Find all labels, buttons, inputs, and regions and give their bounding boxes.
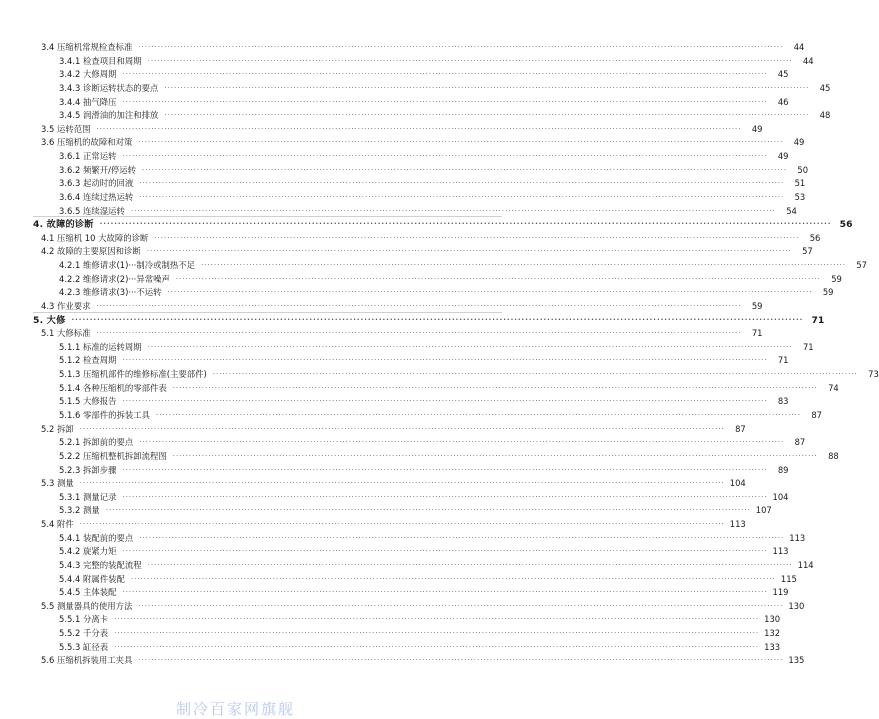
toc-entry-page-number: 57 <box>856 260 867 271</box>
toc-entry[interactable] <box>59 559 814 572</box>
dot-leader: ········································································································································································································ <box>138 43 784 51</box>
dot-leader: ········································································································································································································ <box>122 492 768 501</box>
toc-entry[interactable] <box>41 41 805 54</box>
toc-entry-page-number: 53 <box>794 191 806 202</box>
toc-entry-title: 4. 故障的诊断 <box>33 219 94 231</box>
toc-entry[interactable] <box>41 232 821 245</box>
toc-entry[interactable] <box>59 177 806 190</box>
toc-entry[interactable] <box>59 627 781 640</box>
toc-entry[interactable] <box>41 327 763 340</box>
toc-entry-title: 5.1.1 标准的运转周期 <box>59 341 142 352</box>
toc-entry[interactable] <box>33 314 825 327</box>
chapter-divider <box>33 312 502 313</box>
toc-entry-title: 3.4.4 抽气降压 <box>59 96 117 107</box>
toc-entry[interactable] <box>59 164 809 177</box>
toc-entry-title: 5.2.2 压缩机整机拆卸流程图 <box>59 450 167 461</box>
toc-entry-title: 5.2.3 拆卸步骤 <box>59 464 117 475</box>
toc-entry-title: 5.5.2 千分表 <box>59 628 109 639</box>
dot-leader: ········································································································································································································ <box>99 220 832 229</box>
toc-entry-page-number: 45 <box>777 69 789 80</box>
toc-entry-page-number: 104 <box>772 491 789 502</box>
toc-entry[interactable] <box>41 123 763 136</box>
toc-entry-page-number: 48 <box>819 110 831 121</box>
toc-entry-page-number: 132 <box>764 628 781 639</box>
toc-entry-title: 5.4.2 旋紧力矩 <box>59 546 117 557</box>
toc-entry-title: 5.4 附件 <box>41 519 74 530</box>
dot-leader: ········································································································································································································ <box>105 506 751 515</box>
dot-leader: ········································································································································································································ <box>114 642 760 651</box>
dot-leader: ········································································································································································································ <box>96 329 742 338</box>
toc-entry-title: 4.3 作业要求 <box>41 300 91 311</box>
dot-leader: ········································································································································································································ <box>114 629 760 638</box>
dot-leader: ········································································································································································································ <box>147 560 793 569</box>
toc-entry-page-number: 89 <box>777 464 789 475</box>
toc-entry-title: 3.6.2 频繁开/停运转 <box>59 164 137 175</box>
toc-entry-page-number: 50 <box>797 164 809 175</box>
toc-entry-title: 5.1.5 大修报告 <box>59 396 117 407</box>
dot-leader: ········································································································································································································ <box>122 97 768 106</box>
toc-entry-page-number: 107 <box>755 505 772 516</box>
dot-leader: ········································································································································································································ <box>172 451 818 460</box>
toc-entry-page-number: 87 <box>794 437 806 448</box>
toc-entry[interactable] <box>59 354 789 367</box>
dot-leader: ········································································································································································································ <box>79 520 725 529</box>
toc-entry-page-number: 113 <box>772 546 789 557</box>
toc-entry-page-number: 71 <box>811 314 825 326</box>
dot-leader: ········································································································································································································ <box>147 56 793 65</box>
toc-entry-title: 5. 大修 <box>33 314 66 326</box>
toc-entry[interactable] <box>41 245 813 258</box>
dot-leader: ········································································································································································································ <box>164 83 810 92</box>
toc-entry-title: 4.2 故障的主要原因和诊断 <box>41 246 141 257</box>
toc-entry-title: 5.1.2 检查周期 <box>59 355 117 366</box>
dot-leader: ········································································································································································································ <box>96 301 742 310</box>
toc-entry[interactable] <box>59 504 772 517</box>
toc-entry[interactable] <box>41 423 746 436</box>
toc-entry[interactable] <box>59 395 789 408</box>
toc-entry-page-number: 54 <box>786 205 797 216</box>
dot-leader: ········································································································································································································ <box>200 261 846 270</box>
toc-entry-page-number: 113 <box>729 519 746 530</box>
toc-entry[interactable] <box>59 382 839 395</box>
toc-entry[interactable] <box>41 600 805 613</box>
toc-entry-title: 3.4.3 诊断运转状态的要点 <box>59 82 159 93</box>
toc-entry-title: 4.2.2 维修请求(2)···异常噪声 <box>59 273 170 284</box>
toc-entry-title: 3.5 运转范围 <box>41 123 91 134</box>
toc-entry[interactable] <box>59 368 879 381</box>
toc-entry-title: 5.4.1 装配前的要点 <box>59 532 134 543</box>
toc-entry-page-number: 59 <box>751 300 763 311</box>
toc-entry-title: 5.5.1 分离卡 <box>59 614 109 625</box>
toc-entry-page-number: 87 <box>811 410 823 420</box>
toc-entry-title: 5.3 测量 <box>41 478 74 489</box>
toc-entry-page-number: 130 <box>764 614 781 625</box>
toc-entry-page-number: 46 <box>777 96 789 107</box>
dot-leader: ········································································································································································································ <box>122 547 768 556</box>
dot-leader: ········································································································································································································ <box>71 315 804 324</box>
toc-entry-title: 3.4.2 大修周期 <box>59 69 117 80</box>
toc-entry-page-number: 74 <box>828 382 839 393</box>
dot-leader: ········································································································································································································ <box>122 70 768 79</box>
toc-entry-title: 5.6 压缩机拆装用工夹具 <box>41 655 133 666</box>
toc-entry[interactable] <box>59 586 789 599</box>
toc-entry-title: 5.2.1 拆卸前的要点 <box>59 437 134 448</box>
dot-leader: ········································································································································································································ <box>154 233 800 242</box>
toc-entry-title: 4.2.1 维修请求(1)···制冷或制热不足 <box>59 260 195 271</box>
toc-entry-title: 3.4.1 检查项目和周期 <box>59 55 142 66</box>
dot-leader: ········································································································································································································ <box>142 165 788 174</box>
toc-entry-page-number: 56 <box>839 219 853 231</box>
toc-entry[interactable] <box>33 218 853 231</box>
dot-leader: ········································································································································································································ <box>212 370 858 379</box>
dot-leader: ········································································································································································································ <box>130 206 776 215</box>
toc-entry-title: 5.1.3 压缩机部件的维修标准(主要部件) <box>59 369 207 380</box>
toc-entry-title: 3.4.5 润滑油的加注和排放 <box>59 110 159 121</box>
toc-entry[interactable] <box>59 613 781 626</box>
toc-entry[interactable] <box>59 436 806 449</box>
toc-entry-page-number: 49 <box>793 137 805 148</box>
toc-entry[interactable] <box>59 491 789 504</box>
dot-leader: ········································································································································································································ <box>122 588 768 597</box>
toc-entry-title: 3.4 压缩机常规检查标准 <box>41 42 133 52</box>
dot-leader: ········································································································································································································ <box>122 465 768 474</box>
dot-leader: ········································································································································································································ <box>167 288 813 297</box>
toc-entry-page-number: 44 <box>802 55 814 66</box>
toc-entry[interactable] <box>41 136 805 149</box>
dot-leader: ········································································································································································································ <box>114 615 760 624</box>
dot-leader: ········································································································································································································ <box>175 274 821 283</box>
toc-entry-page-number: 115 <box>780 573 797 584</box>
toc-entry[interactable] <box>59 641 781 654</box>
toc-entry-title: 4.2.3 维修请求(3)···不运转 <box>59 287 162 298</box>
toc-entry[interactable] <box>59 532 806 545</box>
toc-entry-page-number: 71 <box>777 355 789 366</box>
toc-entry-page-number: 49 <box>777 151 789 162</box>
toc-entry[interactable] <box>59 464 789 477</box>
toc-entry-page-number: 87 <box>735 423 746 434</box>
toc-entry[interactable] <box>59 450 839 463</box>
toc-entry[interactable] <box>59 109 831 122</box>
toc-entry-page-number: 104 <box>729 478 746 489</box>
toc-entry-title: 5.3.1 测量记录 <box>59 491 117 502</box>
toc-entry-title: 4.1 压缩机 10 大故障的诊断 <box>41 232 149 243</box>
toc-entry[interactable] <box>59 82 831 95</box>
toc-entry-page-number: 133 <box>764 641 781 652</box>
toc-entry[interactable] <box>59 286 834 299</box>
toc-entry-page-number: 73 <box>868 369 879 380</box>
toc-entry[interactable] <box>59 96 789 109</box>
watermark: 制冷百家网旗舰 <box>176 700 296 718</box>
dot-leader: ········································································································································································································ <box>122 356 768 365</box>
dot-leader: ········································································································································································································ <box>122 397 768 406</box>
dot-leader: ········································································································································································································ <box>147 342 793 351</box>
toc-entry-page-number: 71 <box>802 341 814 352</box>
toc-entry-title: 3.6 压缩机的故障和对策 <box>41 137 133 148</box>
dot-leader: ········································································································································································································ <box>146 247 792 256</box>
toc-entry-page-number: 49 <box>751 123 763 134</box>
toc-entry[interactable] <box>59 273 842 286</box>
toc-entry-page-number: 44 <box>793 42 805 52</box>
toc-entry[interactable] <box>59 55 814 68</box>
dot-leader: ········································································································································································································ <box>96 124 742 133</box>
toc-entry-page-number: 119 <box>772 587 789 598</box>
toc-entry-page-number: 71 <box>751 328 763 339</box>
toc-entry[interactable] <box>59 409 823 422</box>
toc-entry-page-number: 56 <box>809 232 821 243</box>
toc-entry-title: 5.5 测量器具的使用方法 <box>41 600 133 611</box>
toc-entry-title: 5.1 大修标准 <box>41 328 91 339</box>
toc-entry[interactable] <box>59 341 814 354</box>
toc-entry-page-number: 57 <box>802 246 813 257</box>
toc-entry-page-number: 135 <box>788 655 805 666</box>
toc-entry[interactable] <box>41 518 746 531</box>
toc-entry-page-number: 114 <box>797 559 814 570</box>
dot-leader: ········································································································································································································ <box>122 152 768 161</box>
toc-entry[interactable] <box>59 191 806 204</box>
dot-leader: ········································································································································································································ <box>139 533 785 542</box>
toc-entry-title: 3.6.4 连续过热运转 <box>59 191 134 202</box>
toc-entry-page-number: 59 <box>822 287 834 298</box>
toc-entry-title: 5.4.5 主体装配 <box>59 587 117 598</box>
dot-leader: ········································································································································································································ <box>139 438 785 447</box>
toc-entry-title: 5.2 拆卸 <box>41 423 74 434</box>
toc-entry-title: 3.6.5 连续湿运转 <box>59 205 125 216</box>
toc-entry[interactable] <box>59 259 867 272</box>
toc-entry-title: 5.4.3 完整的装配流程 <box>59 559 142 570</box>
toc-entry-title: 3.6.1 正常运转 <box>59 151 117 162</box>
toc-entry-title: 5.1.6 零部件的拆装工具 <box>59 410 150 420</box>
dot-leader: ········································································································································································································ <box>139 179 785 188</box>
dot-leader: ········································································································································································································ <box>139 192 785 201</box>
dot-leader: ········································································································································································································ <box>138 601 784 610</box>
toc-entry[interactable] <box>59 573 797 586</box>
dot-leader: ········································································································································································································ <box>172 383 818 392</box>
toc-entry[interactable] <box>59 68 789 81</box>
toc-entry-page-number: 45 <box>819 82 831 93</box>
toc-entry-title: 3.6.3 起动时的回液 <box>59 178 134 189</box>
toc-entry-title: 5.1.4 各种压缩机的零部件表 <box>59 382 167 393</box>
toc-entry-page-number: 113 <box>789 532 806 543</box>
toc-entry[interactable] <box>41 477 746 490</box>
dot-leader: ········································································································································································································ <box>138 656 784 665</box>
toc-entry-page-number: 88 <box>828 450 839 461</box>
toc-entry-page-number: 59 <box>831 273 842 284</box>
toc-entry[interactable] <box>59 545 789 558</box>
dot-leader: ········································································································································································································ <box>164 111 810 120</box>
toc-entry[interactable] <box>59 150 789 163</box>
toc-entry-page-number: 130 <box>788 600 805 611</box>
toc-entry-title: 5.3.2 测量 <box>59 505 100 516</box>
chapter-divider <box>33 216 502 217</box>
toc-entry-title: 5.5.3 缸径表 <box>59 641 109 652</box>
toc-entry-page-number: 51 <box>794 178 806 189</box>
dot-leader: ········································································································································································································ <box>79 479 725 488</box>
dot-leader: ········································································································································································································ <box>155 411 802 419</box>
dot-leader: ········································································································································································································ <box>138 138 784 147</box>
toc-entry[interactable] <box>41 654 805 667</box>
dot-leader: ········································································································································································································ <box>79 424 725 433</box>
toc-entry-title: 5.4.4 附属件装配 <box>59 573 125 584</box>
toc-entry-page-number: 83 <box>777 396 789 407</box>
dot-leader: ········································································································································································································ <box>130 574 776 583</box>
